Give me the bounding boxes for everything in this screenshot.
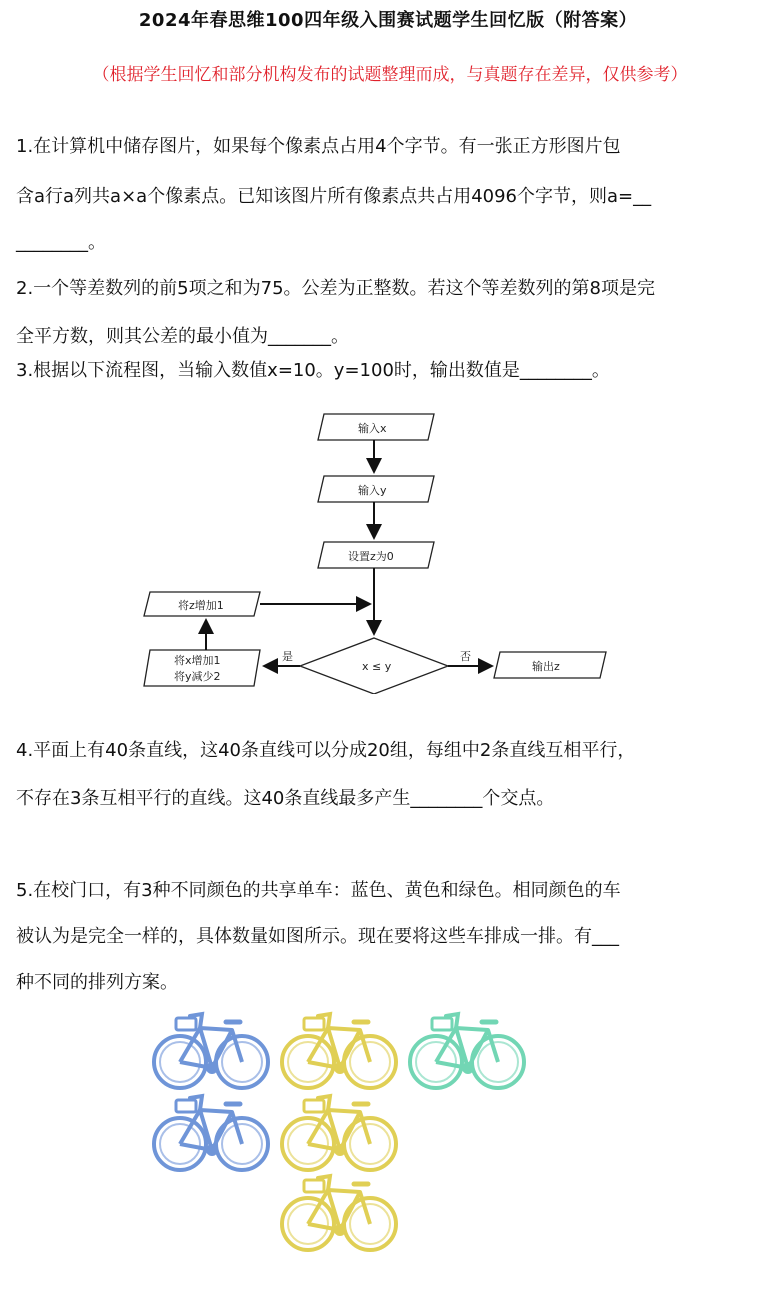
flow-update-line-1: 将x增加1 (174, 654, 221, 667)
question-4-line-2: 不存在3条互相平行的直线。这40条直线最多产生________个交点。 (16, 788, 555, 809)
question-5-line-1: 5.在校门口，有3种不同颜色的共享单车：蓝色、黄色和绿色。相同颜色的车 (16, 880, 621, 901)
bike-green-1 (410, 1014, 524, 1088)
question-2-line-2: 全平方数，则其公差的最小值为_______。 (16, 326, 349, 347)
question-2-line-1: 2.一个等差数列的前5项之和为75。公差为正整数。若这个等差数列的第8项是完 (16, 278, 655, 299)
flow-input-y-label: 输入y (358, 484, 387, 497)
flow-update-line-2: 将y减少2 (174, 670, 221, 683)
flow-output-label: 输出z (532, 660, 560, 673)
question-1-line-1: 1.在计算机中储存图片，如果每个像素点占用4个字节。有一张正方形图片包 (16, 136, 621, 157)
disclaimer-notice: （根据学生回忆和部分机构发布的试题整理而成，与真题存在差异，仅供参考） (92, 65, 688, 85)
question-5-line-3: 种不同的排列方案。 (16, 972, 178, 993)
bike-blue-2 (154, 1096, 268, 1170)
bike-illustration (140, 1000, 540, 1260)
flow-no-label: 否 (460, 650, 471, 663)
question-3-line-1: 3.根据以下流程图，当输入数值x=10。y=100时，输出数值是________。 (16, 360, 610, 381)
page-title: 2024年春思维100四年级入围赛试题学生回忆版（附答案） (138, 10, 638, 31)
flow-input-x-label: 输入x (358, 422, 387, 435)
flow-set-z-label: 设置z为0 (348, 550, 394, 563)
flowchart (126, 394, 616, 694)
question-1-line-3: ________。 (16, 232, 106, 253)
bike-yellow-2 (282, 1096, 396, 1170)
question-1-line-2: 含a行a列共a×a个像素点。已知该图片所有像素点共占用4096个字节，则a=__ (16, 186, 652, 207)
question-4-line-1: 4.平面上有40条直线，这40条直线可以分成20组，每组中2条直线互相平行， (16, 740, 636, 761)
question-5-line-2: 被认为是完全一样的，具体数量如图所示。现在要将这些车排成一排。有___ (16, 926, 619, 947)
bike-yellow-3 (282, 1176, 396, 1250)
bike-blue-1 (154, 1014, 268, 1088)
flow-yes-label: 是 (282, 650, 293, 663)
flow-inc-z-label: 将z增加1 (178, 599, 224, 612)
bike-yellow-1 (282, 1014, 396, 1088)
flow-condition-label: x ≤ y (362, 660, 392, 673)
